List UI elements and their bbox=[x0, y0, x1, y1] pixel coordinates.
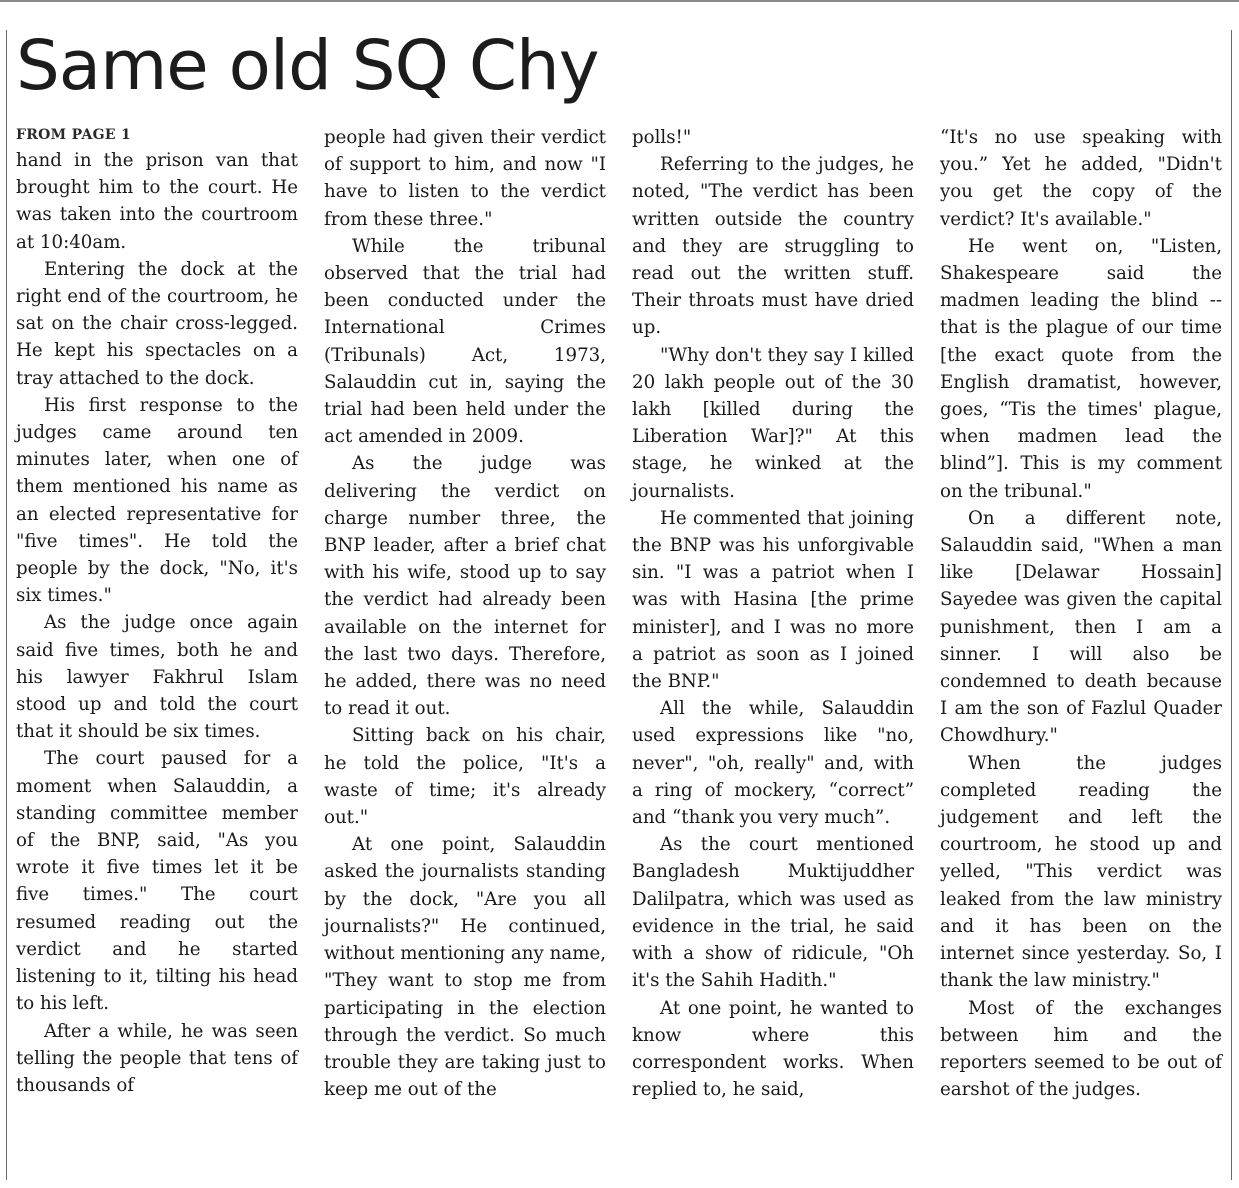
paragraph: At one point, he wanted to know where this correspondent works. When replied to, he said, bbox=[632, 997, 914, 1101]
headline: Same old SQ Chy bbox=[16, 26, 599, 106]
paragraph: polls!" bbox=[632, 127, 692, 148]
continuation-kicker: FROM PAGE 1 bbox=[16, 127, 132, 143]
paragraph: As the judge once again said five times, both he and his lawyer Fakhrul Islam stood up and told the court that it should be six times. bbox=[16, 612, 298, 743]
paragraph: All the while, Salauddin used expressions like "no, never", "oh, really" and, with a ring of mockery, “correct” and “thank you very much”. bbox=[632, 698, 914, 829]
paragraph: At one point, Salauddin asked the journalists standing by the dock, "Are you all journalists?" He continued, without mentioning any name, "They want to stop me from participating in the election through the verdict. So much trouble they are taking just to keep me out of the bbox=[324, 834, 606, 1101]
paragraph: “It's no use speaking with you.” Yet he added, "Didn't you get the copy of the verdict? It's available." bbox=[940, 127, 1222, 230]
top-rule bbox=[0, 0, 1239, 2]
paragraph: As the judge was delivering the verdict on charge number three, the BNP leader, after a brief chat with his wife, stood up to say the verdict had already been available on the internet for the last two days. Therefore, he added, there was no need to read it out. bbox=[324, 453, 606, 720]
paragraph: hand in the prison van that brought him to the court. He was taken into the courtroom at 10:40am. bbox=[16, 150, 298, 253]
article-column-2 bbox=[324, 124, 606, 1103]
article-column-4 bbox=[940, 124, 1222, 1103]
left-border-rule bbox=[6, 30, 7, 1180]
paragraph: Referring to the judges, he noted, "The verdict has been written outside the country and they are struggling to read out the written stuff. Their throats must have dried up. bbox=[632, 154, 914, 339]
article-column-1 bbox=[16, 124, 298, 1099]
paragraph: The court paused for a moment when Salauddin, a standing committee member of the BNP, said, "As you wrote it five times let it be five times." The court resumed reading out the verdict and he started listening to it, tilting his head to his left. bbox=[16, 748, 298, 1015]
paragraph: Most of the exchanges between him and the reporters seemed to be out of earshot of the judges. bbox=[940, 997, 1222, 1101]
paragraph: people had given their verdict of support to him, and now "I have to listen to the verdict from these three." bbox=[324, 127, 606, 230]
paragraph: Entering the dock at the right end of the courtroom, he sat on the chair cross-legged. He kept his spectacles on a tray attached to the dock. bbox=[16, 258, 298, 389]
paragraph: On a different note, Salauddin said, "When a man like [Delawar Hossain] Sayedee was given the capital punishment, then I am a sinner. I will also be condemned to death because I am the son of Fazlul Quader Chowdhury." bbox=[940, 507, 1222, 747]
paragraph: "Why don't they say I killed 20 lakh people out of the 30 lakh [killed during the Liberation War]?" At this stage, he winked at the journalists. bbox=[632, 344, 914, 502]
paragraph: When the judges completed reading the judgement and left the courtroom, he stood up and yelled, "This verdict was leaked from the law ministry and it has been on the internet since yesterday. So, I thank the law ministry." bbox=[940, 752, 1222, 992]
article-column-3 bbox=[632, 124, 914, 1103]
paragraph: After a while, he was seen telling the people that tens of thousands of bbox=[16, 1020, 298, 1096]
paragraph: He commented that joining the BNP was his unforgivable sin. "I was a patriot when I was with Hasina [the prime minister], and I was no more a patriot as soon as I joined the BNP." bbox=[632, 507, 914, 693]
paragraph: He went on, "Listen, Shakespeare said the madmen leading the blind -- that is the plague of our time [the exact quote from the English dramatist, however, goes, “Tis the times' plague, when madmen lead the blind”]. This is my comment on the tribunal." bbox=[940, 235, 1222, 502]
paragraph: While the tribunal observed that the trial had been conducted under the International Crimes (Tribunals) Act, 1973, Salauddin cut in, saying the trial had been held under the act amended in 2009. bbox=[324, 235, 606, 448]
paragraph: His first response to the judges came around ten minutes later, when one of them mentioned his name as an elected representative for "five times". He told the people by the dock, "No, it's six times." bbox=[16, 394, 298, 607]
paragraph: Sitting back on his chair, he told the police, "It's a waste of time; it's already out." bbox=[324, 725, 606, 829]
right-border-rule bbox=[1231, 30, 1232, 1180]
paragraph: As the court mentioned Bangladesh Muktijuddher Dalilpatra, which was used as evidence in the trial, he said with a show of ridicule, "Oh it's the Sahih Hadith." bbox=[632, 834, 914, 992]
